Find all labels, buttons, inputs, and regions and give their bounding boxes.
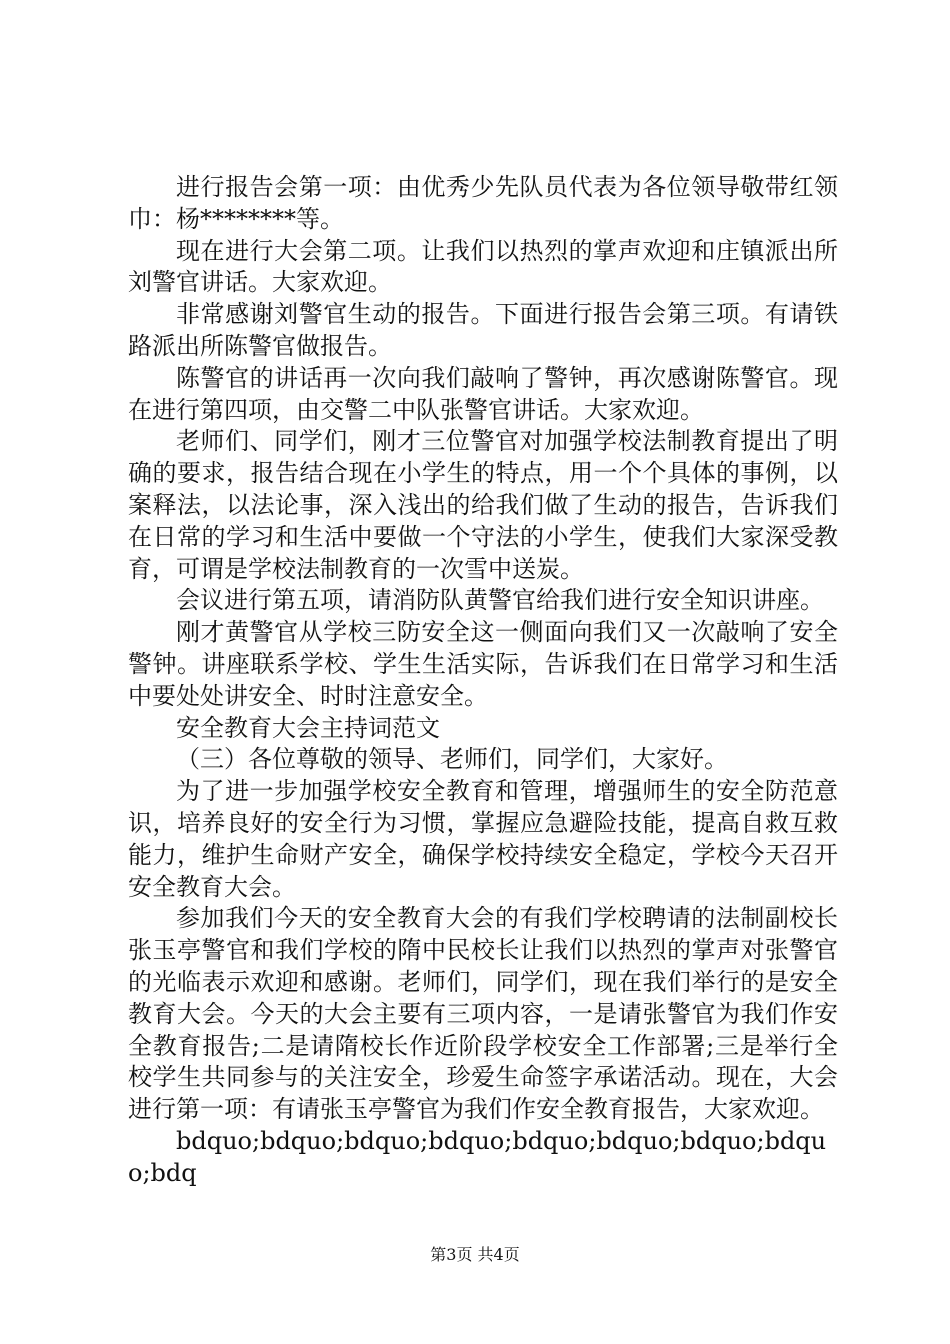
paragraph: bdquo;bdquo;bdquo;bdquo;bdquo;bdquo;bdquo;bdquo;bdq [128, 1126, 827, 1187]
paragraph: 老师们、同学们，刚才三位警官对加强学校法制教育提出了明确的要求，报告结合现在小学生的特点，用一个个具体的事例，以案释法，以法论事，深入浅出的给我们做了生动的报告，告诉我们在日常的学习和生活中要做一个守法的小学生，使我们大家深受教育，可谓是学校法制教育的一次雪中送炭。 [128, 427, 838, 583]
paragraph: 会议进行第五项，请消防队黄警官给我们进行安全知识讲座。 [176, 586, 824, 615]
paragraph: 刚才黄警官从学校三防安全这一侧面向我们又一次敲响了安全警钟。讲座联系学校、学生生活实际，告诉我们在日常学习和生活中要处处讲安全、时时注意安全。 [128, 618, 838, 710]
paragraph: 现在进行大会第二项。让我们以热烈的掌声欢迎和庄镇派出所刘警官讲话。大家欢迎。 [128, 236, 838, 297]
section-heading: 安全教育大会主持词范文 [176, 713, 440, 742]
paragraph: 陈警官的讲话再一次向我们敲响了警钟，再次感谢陈警官。现在进行第四项，由交警二中队张警官讲话。大家欢迎。 [128, 363, 838, 424]
page-number-footer: 第3页 共4页 [430, 1245, 520, 1264]
paragraph: 参加我们今天的安全教育大会的有我们学校聘请的法制副校长张玉亭警官和我们学校的隋中民校长让我们以热烈的掌声对张警官的光临表示欢迎和感谢。老师们，同学们，现在我们举行的是安全教育大会。今天的大会主要有三项内容，一是请张警官为我们作安全教育报告;二是请隋校长作近阶段学校安全工作部署;三是举行全校学生共同参与的关注安全，珍爱生命签字承诺活动。现在，大会进行第一项：有请张玉亭警官为我们作安全教育报告，大家欢迎。 [128, 904, 838, 1124]
document-body [128, 172, 838, 1190]
paragraph: （三）各位尊敬的领导、老师们，同学们，大家好。 [176, 745, 728, 774]
paragraph: 进行报告会第一项：由优秀少先队员代表为各位领导敬带红领巾：杨********等。 [128, 173, 838, 233]
paragraph: 为了进一步加强学校安全教育和管理，增强师生的安全防范意识，培养良好的安全行为习惯，掌握应急避险技能，提高自救互救能力，维护生命财产安全，确保学校持续安全稳定，学校今天召开安全教育大会。 [128, 777, 838, 901]
paragraph: 非常感谢刘警官生动的报告。下面进行报告会第三项。有请铁路派出所陈警官做报告。 [128, 300, 838, 360]
